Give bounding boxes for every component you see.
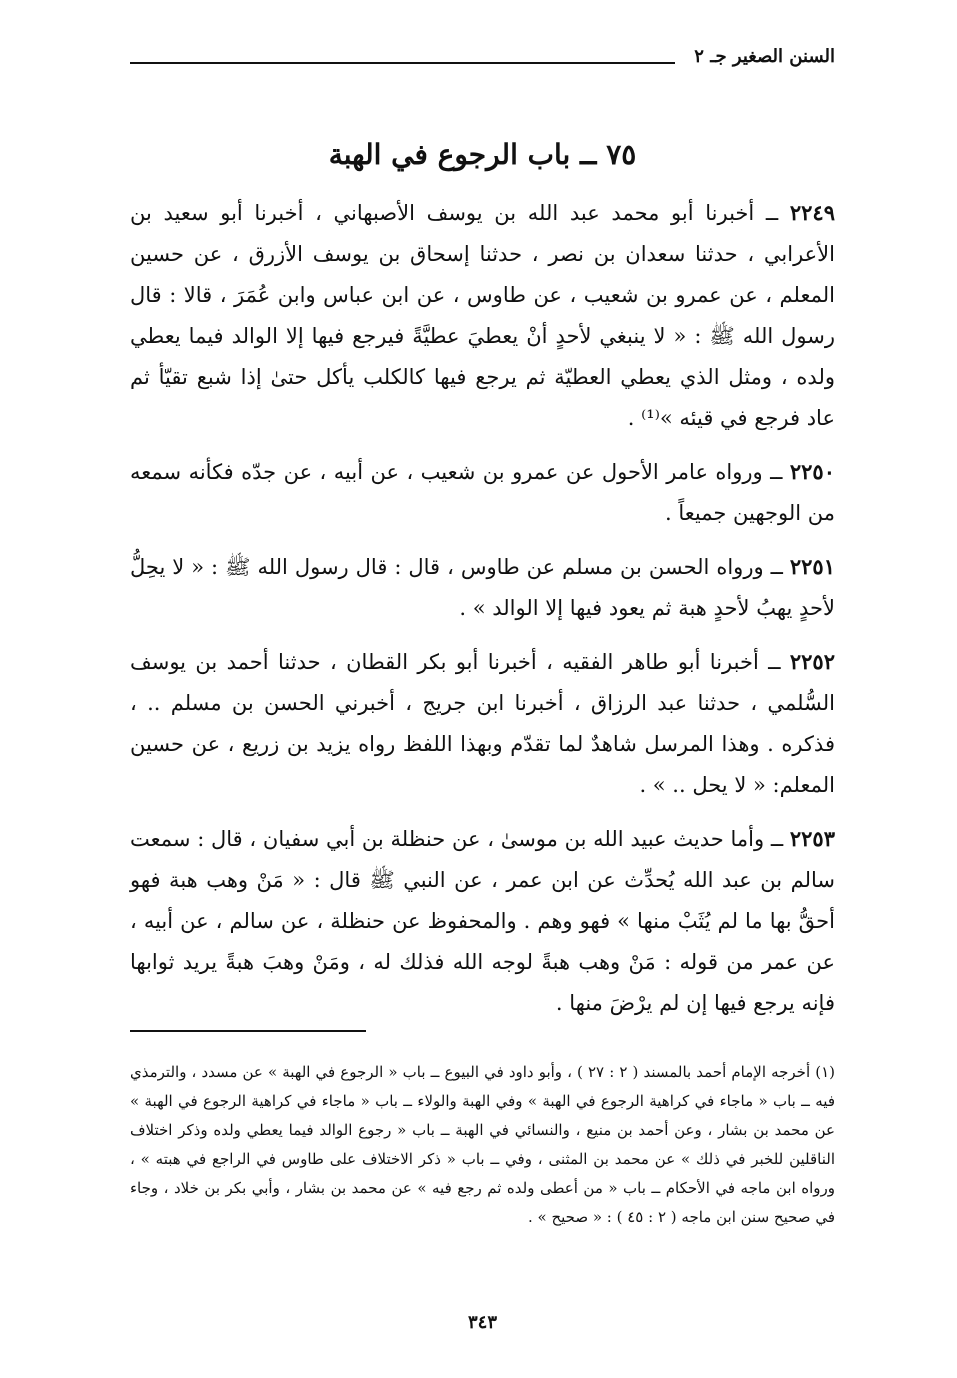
hadith-text: ــ ورواه عامر الأحول عن عمرو بن شعيب ، عن أبيه ، عن جدّه فكأنه سمعه من الوجهين جميعاً .: [130, 460, 835, 525]
hadith-number: ٢٢٥٠: [789, 459, 835, 484]
hadith-number: ٢٢٥١: [789, 554, 835, 579]
running-title: السنن الصغير جـ ٢: [694, 46, 835, 67]
hadith-paragraph: [130, 641, 835, 806]
hadith-text: ــ أخبرنا أبو محمد عبد الله بن يوسف الأصبهاني ، أخبرنا أبو سعيد بن الأعرابي ، حدثنا سعدان بن نصر ، حدثنا إسحاق بن يوسف الأزرق ، عن حسين المعلم ، عن عمرو بن شعيب ، عن طاوس ، عن ابن عباس وابن عُمَرَ ، قالا : قال رسول الله ﷺ : « لا ينبغي لأحدٍ أنْ يعطيَ عطيَّةً فيرجع فيها إلا الوالد فيما يعطي ولده ، ومثل الذي يعطي العطيّة ثم يرجع فيها كالكلب يأكل حتىٰ إذا شبع تقيّأ ثم عاد فرجع في قيئه »⁽¹⁾ .: [130, 201, 835, 430]
hadith-paragraph: [130, 192, 835, 439]
hadith-text: ــ أخبرنا أبو طاهر الفقيه ، أخبرنا أبو بكر القطان ، حدثنا أحمد بن يوسف السُّلمي ، حدثنا عبد الرزاق ، أخبرنا ابن جريج ، أخبرني الحسن بن مسلم .. ، فذكره . وهذا المرسل شاهدٌ لما تقدّم وبهذا اللفظ رواه يزيد بن زريع ، عن حسين المعلم: « لا يحل .. » .: [130, 650, 836, 797]
hadith-number: ٢٢٥٢: [789, 649, 835, 674]
hadith-paragraph: [130, 546, 835, 629]
hadith-number: ٢٢٥٣: [789, 826, 835, 851]
hadith-number: ٢٢٤٩: [789, 200, 835, 225]
book-page: [130, 40, 835, 1350]
hadith-paragraph: [130, 451, 835, 534]
chapter-title: ٧٥ ــ باب الرجوع في الهبة: [328, 138, 637, 171]
hadith-list: [130, 192, 835, 1036]
header-rule: [130, 62, 675, 64]
running-header: [130, 40, 835, 74]
page-number: ٣٤٣: [467, 1312, 497, 1333]
hadith-text: ــ وأما حديث عبيد الله بن موسىٰ ، عن حنظلة بن أبي سفيان ، قال : سمعت سالم بن عبد الله يُحدِّث عن ابن عمر ، عن النبي ﷺ قال : « مَنْ وهب هبة فهو أحقُّ بها ما لم يُثَبْ منها » فهو وهم . والمحفوظ عن حنظلة ، عن سالم ، عن أبيه ، عن عمر من قوله : مَنْ وهب هبةً لوجه الله فذلك له ، ومَنْ وهبَ هبةً يريد ثوابها فإنه يرجع فيها إن لم يرْضَ منها .: [130, 827, 835, 1015]
footnote: (١) أخرجه الإمام أحمد بالمسند ( ٢ : ٢٧ ) ، وأبو داود في البيوع ــ باب « الرجوع في الهبة » عن مسدد ، والترمذي فيه ــ باب « ماجاء في كراهية الرجوع في الهبة » وفي الهبة والولاء ــ باب « ماجاء في كراهية الرجوع في الهبة » عن محمد بن بشار ، وعن أحمد بن منيع ، والنسائي في الهبة ــ باب « رجوع الوالد فيما يعطي ولده وذكر اختلاف الناقلين للخبر في ذلك » عن محمد بن المثنى ، وفي ــ باب « ذكر الاختلاف على طاوس في الراجع في هبته » ، ورواه ابن ماجه في الأحكام ــ باب « من أعطى ولده ثم رجع فيه » عن محمد بن بشار ، وأبي بكر بن خلاد ، وجاء في صحيح سنن ابن ماجه ( ٢ : ٤٥ ) : « صحيح » .: [130, 1063, 835, 1226]
footnote-rule: [130, 1030, 366, 1032]
hadith-text: ــ ورواه الحسن بن مسلم عن طاوس ، قال : قال رسول الله ﷺ : « لا يحِلُّ لأحدٍ يهبُ لأحدٍ هبة ثم يعود فيها إلا الوالد » .: [130, 555, 835, 620]
hadith-paragraph: [130, 818, 835, 1024]
